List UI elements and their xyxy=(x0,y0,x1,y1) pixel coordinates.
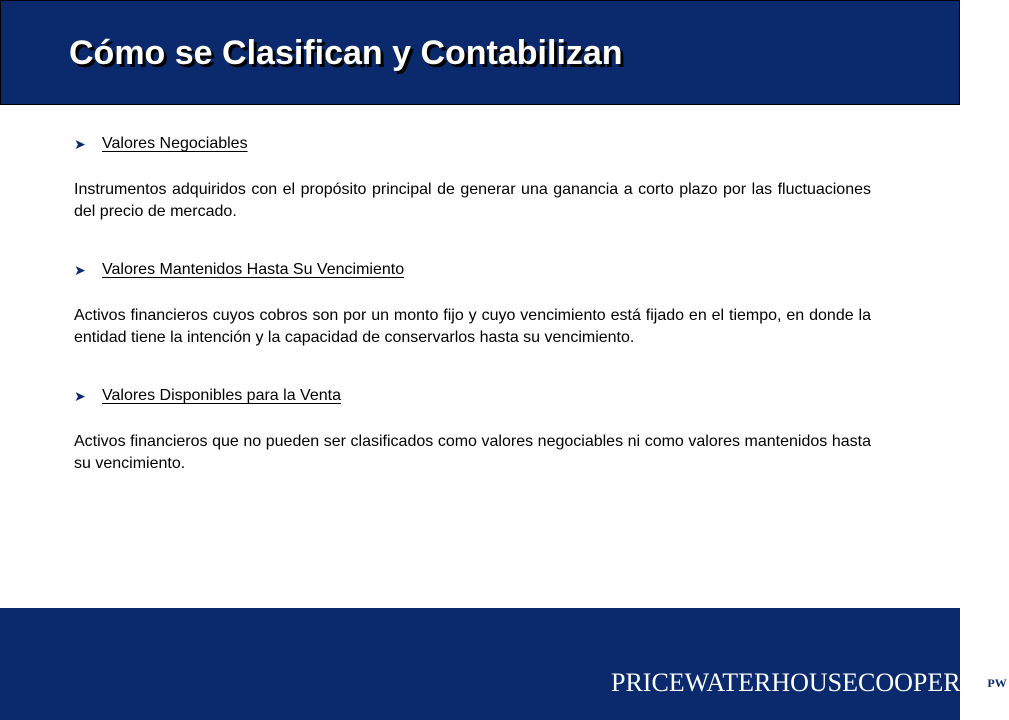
section-heading-label: Valores Mantenidos Hasta Su Vencimiento xyxy=(102,261,405,278)
section-heading xyxy=(74,259,871,281)
header-bar xyxy=(0,0,960,105)
arrow-bullet-icon: ➤ xyxy=(74,136,86,152)
arrow-bullet-icon: ➤ xyxy=(74,262,86,278)
section-heading-label: Valores Negociables xyxy=(102,135,248,152)
section-description: Activos financieros que no pueden ser clasificados como valores negociables ni como valores mantenidos hasta su vencimiento. xyxy=(74,433,871,472)
section-heading-label: Valores Disponibles para la Venta xyxy=(102,387,341,404)
pricewaterhousecoopers-logo xyxy=(611,663,1009,703)
logo-wordmark: PRICEWATERHOUSECOOPERS xyxy=(611,668,976,697)
section-description: Instrumentos adquiridos con el propósito principal de generar una ganancia a corto plazo por las fluctuaciones del precio de mercado. xyxy=(74,181,871,220)
section-description: Activos financieros cuyos cobros son por un monto fijo y cuyo vencimiento está fijado en el tiempo, en donde la entidad tiene la intención y la capacidad de conservarlos hasta su vencimiento. xyxy=(74,307,871,346)
slide-title: Cómo se Clasifican y Contabilizan xyxy=(69,34,623,72)
section-heading xyxy=(74,385,871,407)
section-heading xyxy=(74,133,871,155)
arrow-bullet-icon: ➤ xyxy=(74,388,86,404)
logo-mark-icon: PW xyxy=(985,667,1009,699)
slide-content xyxy=(74,133,871,475)
